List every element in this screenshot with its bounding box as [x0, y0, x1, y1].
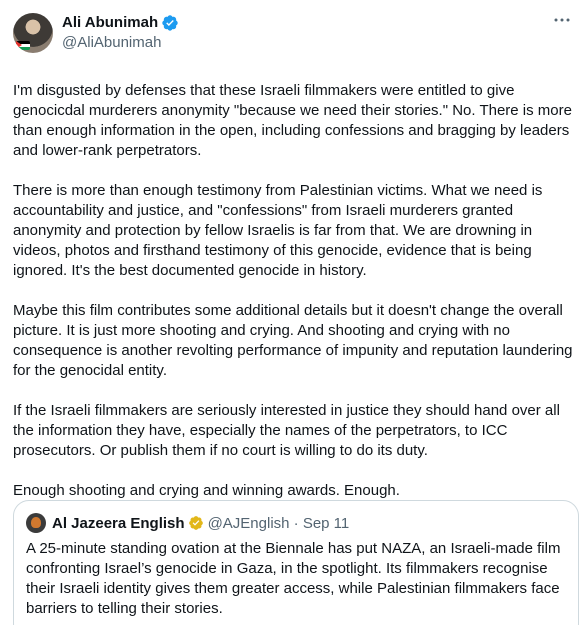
avatar[interactable]	[13, 13, 53, 53]
quoted-tweet-header	[26, 513, 566, 533]
tweet-text	[13, 81, 581, 501]
gold-verified-badge-icon	[188, 515, 204, 531]
more-options-button[interactable]	[552, 10, 572, 30]
author-name-row	[62, 13, 179, 33]
quoted-tweet-text: A 25-minute standing ovation at the Biennale has put NAZA, an Israeli-made film confronting Israel’s genocide in Gaza, in the spotlight. Its filmmakers recognise their Israeli identity gives them greater access, while Palestinian filmmakers face barriers to telling their stories.	[26, 540, 561, 617]
palestine-flag-icon	[16, 41, 30, 50]
tweet-paragraph: If the Israeli filmmakers are seriously interested in justice they should hand over all the information they have, especially the names of the perpetrators, to ICC prosecutors. Or publish them if no court is willing to do its duty.	[13, 402, 560, 459]
tweet-header	[13, 12, 574, 58]
author-names	[62, 12, 179, 53]
tweet-paragraph: Maybe this film contributes some additional details but it doesn't change the overall picture. It is just more shooting and crying. And shooting and crying with no consequence is another revolting performance of impunity and reputation laundering for the genocidal entity.	[13, 302, 573, 379]
more-dots-icon	[553, 11, 571, 29]
tweet-paragraph: There is more than enough testimony from Palestinian victims. What we need is accountability and justice, and "confessions" from Israeli murderers granted anonymity and protection by fellow Israelis is far from that. We are drowning in videos, photos and firsthand testimony of this genocide, evidence that is being ignored. It's the best documented genocide in history.	[13, 182, 543, 279]
tweet-paragraph: I'm disgusted by defenses that these Israeli filmmakers were entitled to give genocicdal murderers anonymity "because we need their stories." No. There is more than enough information in the open, including confessions and bragging by leaders and lower-rank perpetrators.	[13, 82, 572, 159]
tweet-paragraph: Enough shooting and crying and winning awards. Enough.	[13, 482, 400, 499]
author-display-name[interactable]: Ali Abunimah	[62, 14, 159, 31]
author-handle[interactable]: @AliAbunimah	[62, 34, 162, 51]
quoted-tweet[interactable]	[13, 500, 579, 625]
quoted-display-name[interactable]: Al Jazeera English	[52, 514, 185, 532]
quoted-avatar[interactable]	[26, 513, 46, 533]
quoted-handle-date[interactable]: @AJEnglish · Sep 11	[207, 514, 350, 532]
verified-badge-icon	[161, 14, 179, 32]
